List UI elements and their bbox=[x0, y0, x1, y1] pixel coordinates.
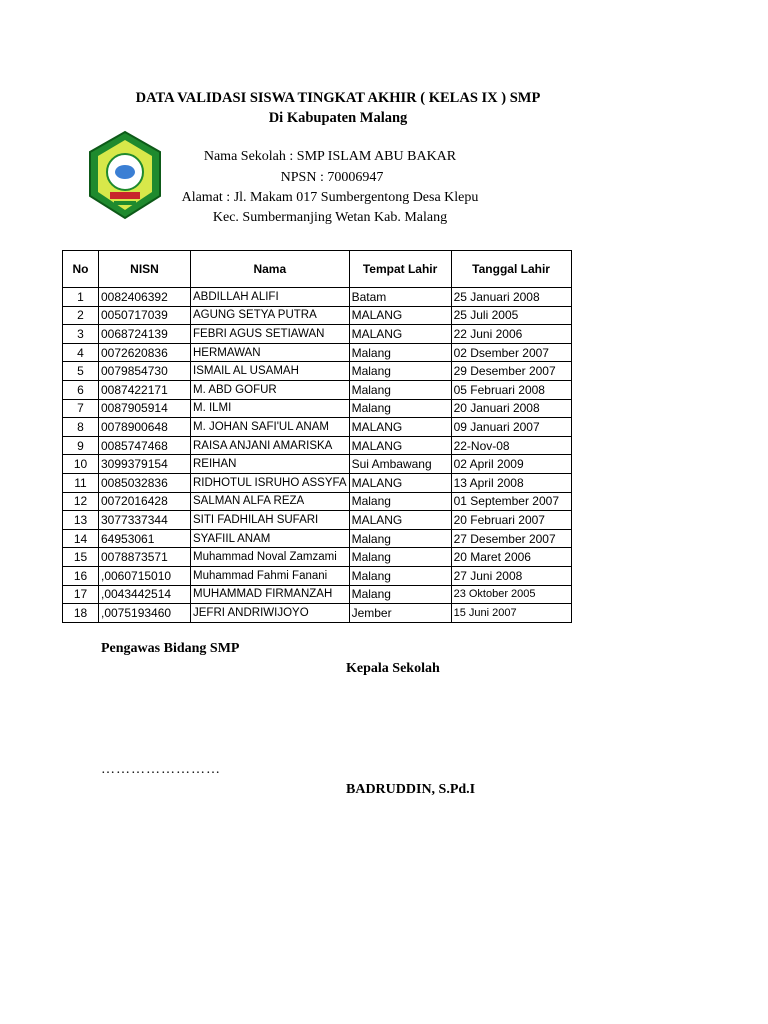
cell-tanggal-lahir: 25 Juli 2005 bbox=[451, 306, 571, 325]
cell-nisn: ,0043442514 bbox=[99, 585, 191, 604]
header-tempat-lahir: Tempat Lahir bbox=[349, 251, 451, 288]
cell-nisn: 0082406392 bbox=[99, 288, 191, 307]
table-row bbox=[63, 585, 572, 604]
cell-tanggal-lahir: 27 Juni 2008 bbox=[451, 566, 571, 585]
school-name: Nama Sekolah : SMP ISLAM ABU BAKAR bbox=[203, 149, 457, 164]
cell-nisn: 0087905914 bbox=[99, 399, 191, 418]
cell-no: 8 bbox=[63, 418, 99, 437]
cell-no: 15 bbox=[63, 548, 99, 567]
cell-no: 10 bbox=[63, 455, 99, 474]
cell-nama: Muhammad Noval Zamzami bbox=[191, 548, 350, 567]
cell-tempat-lahir: MALANG bbox=[349, 306, 451, 325]
cell-nisn: 0079854730 bbox=[99, 362, 191, 381]
header-tanggal-lahir: Tanggal Lahir bbox=[451, 251, 571, 288]
document-title: DATA VALIDASI SISWA TINGKAT AKHIR ( KELAS IX ) SMP bbox=[135, 90, 541, 106]
cell-tanggal-lahir: 13 April 2008 bbox=[451, 473, 571, 492]
cell-no: 12 bbox=[63, 492, 99, 511]
cell-no: 18 bbox=[63, 604, 99, 623]
table-row bbox=[63, 399, 572, 418]
school-npsn: NPSN : 70006947 bbox=[280, 170, 384, 185]
cell-tanggal-lahir: 01 September 2007 bbox=[451, 492, 571, 511]
header-nama: Nama bbox=[191, 251, 350, 288]
cell-nisn: 0078873571 bbox=[99, 548, 191, 567]
cell-tempat-lahir: MALANG bbox=[349, 325, 451, 344]
cell-tempat-lahir: Malang bbox=[349, 529, 451, 548]
principal-name: BADRUDDIN, S.Pd.I bbox=[346, 782, 476, 797]
cell-tanggal-lahir: 23 Oktober 2005 bbox=[451, 585, 571, 604]
cell-tanggal-lahir: 20 Februari 2007 bbox=[451, 511, 571, 530]
cell-no: 3 bbox=[63, 325, 99, 344]
table-row bbox=[63, 306, 572, 325]
table-row bbox=[63, 511, 572, 530]
cell-no: 1 bbox=[63, 288, 99, 307]
cell-no: 14 bbox=[63, 529, 99, 548]
document-subtitle: Di Kabupaten Malang bbox=[268, 110, 408, 126]
cell-nisn: 3099379154 bbox=[99, 455, 191, 474]
cell-nama: ABDILLAH ALIFI bbox=[191, 288, 350, 307]
table-header-row bbox=[63, 251, 572, 288]
table-row bbox=[63, 418, 572, 437]
table-row bbox=[63, 548, 572, 567]
cell-tanggal-lahir: 02 April 2009 bbox=[451, 455, 571, 474]
cell-nisn: 64953061 bbox=[99, 529, 191, 548]
cell-tempat-lahir: Malang bbox=[349, 399, 451, 418]
header-no: No bbox=[63, 251, 99, 288]
cell-tempat-lahir: Jember bbox=[349, 604, 451, 623]
cell-nama: SALMAN ALFA REZA bbox=[191, 492, 350, 511]
table-row bbox=[63, 455, 572, 474]
cell-tempat-lahir: Malang bbox=[349, 492, 451, 511]
cell-tempat-lahir: MALANG bbox=[349, 511, 451, 530]
cell-tempat-lahir: Batam bbox=[349, 288, 451, 307]
cell-tanggal-lahir: 20 Maret 2006 bbox=[451, 548, 571, 567]
cell-nisn: 0078900648 bbox=[99, 418, 191, 437]
cell-nama: RAISA ANJANI AMARISKA bbox=[191, 436, 350, 455]
cell-no: 5 bbox=[63, 362, 99, 381]
cell-no: 2 bbox=[63, 306, 99, 325]
cell-tanggal-lahir: 02 Dsember 2007 bbox=[451, 343, 571, 362]
cell-tanggal-lahir: 29 Desember 2007 bbox=[451, 362, 571, 381]
cell-nama: Muhammad Fahmi Fanani bbox=[191, 566, 350, 585]
cell-nisn: 0072016428 bbox=[99, 492, 191, 511]
table-row bbox=[63, 529, 572, 548]
cell-nama: ISMAIL AL USAMAH bbox=[191, 362, 350, 381]
table-row bbox=[63, 380, 572, 399]
cell-nama: M. JOHAN SAFI'UL ANAM bbox=[191, 418, 350, 437]
cell-nisn: ,0075193460 bbox=[99, 604, 191, 623]
cell-tanggal-lahir: 15 Juni 2007 bbox=[451, 604, 571, 623]
cell-no: 4 bbox=[63, 343, 99, 362]
cell-no: 11 bbox=[63, 473, 99, 492]
cell-nama: JEFRI ANDRIWIJOYO bbox=[191, 604, 350, 623]
cell-tanggal-lahir: 27 Desember 2007 bbox=[451, 529, 571, 548]
principal-title: Kepala Sekolah bbox=[346, 661, 440, 676]
school-district: Kec. Sumbermanjing Wetan Kab. Malang bbox=[212, 210, 448, 225]
cell-tempat-lahir: Malang bbox=[349, 362, 451, 381]
cell-no: 6 bbox=[63, 380, 99, 399]
table-row bbox=[63, 492, 572, 511]
table-row bbox=[63, 325, 572, 344]
table-row bbox=[63, 288, 572, 307]
cell-tempat-lahir: Malang bbox=[349, 585, 451, 604]
cell-nisn: 0085032836 bbox=[99, 473, 191, 492]
cell-nisn: 0072620836 bbox=[99, 343, 191, 362]
cell-tempat-lahir: MALANG bbox=[349, 473, 451, 492]
cell-nama: SITI FADHILAH SUFARI bbox=[191, 511, 350, 530]
cell-tempat-lahir: MALANG bbox=[349, 418, 451, 437]
cell-nama: MUHAMMAD FIRMANZAH bbox=[191, 585, 350, 604]
cell-tanggal-lahir: 22 Juni 2006 bbox=[451, 325, 571, 344]
cell-tanggal-lahir: 09 Januari 2007 bbox=[451, 418, 571, 437]
table-row bbox=[63, 604, 572, 623]
cell-nama: HERMAWAN bbox=[191, 343, 350, 362]
cell-tempat-lahir: Malang bbox=[349, 566, 451, 585]
student-table bbox=[62, 250, 572, 623]
cell-nama: AGUNG SETYA PUTRA bbox=[191, 306, 350, 325]
cell-tanggal-lahir: 20 Januari 2008 bbox=[451, 399, 571, 418]
school-address: Alamat : Jl. Makam 017 Sumbergentong Desa Klepu bbox=[181, 190, 479, 205]
cell-nama: M. ABD GOFUR bbox=[191, 380, 350, 399]
supervisor-title: Pengawas Bidang SMP bbox=[101, 641, 240, 656]
table-row bbox=[63, 566, 572, 585]
cell-nisn: 0050717039 bbox=[99, 306, 191, 325]
cell-no: 13 bbox=[63, 511, 99, 530]
cell-no: 7 bbox=[63, 399, 99, 418]
cell-no: 9 bbox=[63, 436, 99, 455]
cell-tempat-lahir: Malang bbox=[349, 548, 451, 567]
cell-nisn: 3077337344 bbox=[99, 511, 191, 530]
cell-nama: RIDHOTUL ISRUHO ASSYFA bbox=[191, 473, 350, 492]
cell-tanggal-lahir: 22-Nov-08 bbox=[451, 436, 571, 455]
cell-nama: SYAFIIL ANAM bbox=[191, 529, 350, 548]
cell-nisn: 0085747468 bbox=[99, 436, 191, 455]
table-row bbox=[63, 436, 572, 455]
cell-no: 16 bbox=[63, 566, 99, 585]
cell-tanggal-lahir: 25 Januari 2008 bbox=[451, 288, 571, 307]
cell-nisn: ,0060715010 bbox=[99, 566, 191, 585]
cell-tempat-lahir: Sui Ambawang bbox=[349, 455, 451, 474]
cell-nama: FEBRI AGUS SETIAWAN bbox=[191, 325, 350, 344]
table-row bbox=[63, 362, 572, 381]
cell-nama: M. ILMI bbox=[191, 399, 350, 418]
table-row bbox=[63, 473, 572, 492]
cell-nama: REIHAN bbox=[191, 455, 350, 474]
supervisor-signature-line: …………………… bbox=[101, 762, 221, 777]
header-nisn: NISN bbox=[99, 251, 191, 288]
cell-tempat-lahir: Malang bbox=[349, 343, 451, 362]
cell-tempat-lahir: Malang bbox=[349, 380, 451, 399]
table-row bbox=[63, 343, 572, 362]
cell-nisn: 0068724139 bbox=[99, 325, 191, 344]
cell-tempat-lahir: MALANG bbox=[349, 436, 451, 455]
cell-tanggal-lahir: 05 Februari 2008 bbox=[451, 380, 571, 399]
cell-nisn: 0087422171 bbox=[99, 380, 191, 399]
cell-no: 17 bbox=[63, 585, 99, 604]
